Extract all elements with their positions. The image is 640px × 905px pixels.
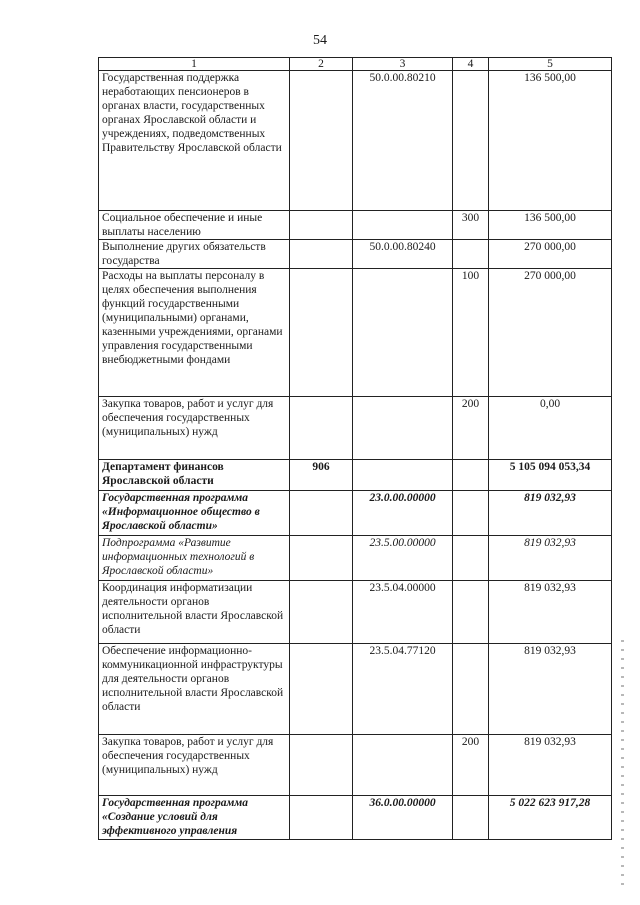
row-dept-cell: 906 [290, 460, 353, 491]
table-row [99, 240, 612, 269]
row-type-cell [453, 240, 489, 269]
row-amount-cell: 136 500,00 [489, 71, 612, 211]
row-code-cell: 23.5.04.77120 [353, 644, 453, 735]
row-code-cell [353, 735, 453, 796]
row-amount-cell: 5 105 094 053,34 [489, 460, 612, 491]
row-code-cell: 36.0.00.00000 [353, 796, 453, 840]
row-type-cell: 300 [453, 211, 489, 240]
row-dept-cell [290, 211, 353, 240]
row-name-cell: Закупка товаров, работ и услуг для обеспечения государственных (муниципальных) нужд [99, 735, 290, 796]
row-amount-cell: 5 022 623 917,28 [489, 796, 612, 840]
row-name-cell: Подпрограмма «Развитие информационных технологий в Ярославской области» [99, 536, 290, 581]
table-row [99, 211, 612, 240]
row-name-cell: Выполнение других обязательств государства [99, 240, 290, 269]
row-dept-cell [290, 644, 353, 735]
table-row [99, 796, 612, 840]
row-type-cell: 100 [453, 269, 489, 397]
row-dept-cell [290, 796, 353, 840]
row-name-cell: Закупка товаров, работ и услуг для обеспечения государственных (муниципальных) нужд [99, 397, 290, 460]
row-amount-cell: 0,00 [489, 397, 612, 460]
row-type-cell [453, 71, 489, 211]
table-row [99, 460, 612, 491]
row-amount-cell: 819 032,93 [489, 644, 612, 735]
row-type-cell [453, 536, 489, 581]
row-code-cell: 50.0.00.80240 [353, 240, 453, 269]
row-amount-cell: 819 032,93 [489, 735, 612, 796]
row-name-cell: Государственная программа «Создание условий для эффективного управления [99, 796, 290, 840]
column-header: 1 [99, 58, 290, 71]
table-row [99, 269, 612, 397]
row-type-cell [453, 581, 489, 644]
scan-artifact [621, 640, 624, 890]
row-code-cell [353, 397, 453, 460]
table-row [99, 581, 612, 644]
row-type-cell: 200 [453, 397, 489, 460]
column-header: 4 [453, 58, 489, 71]
row-dept-cell [290, 735, 353, 796]
row-type-cell [453, 460, 489, 491]
row-amount-cell: 270 000,00 [489, 240, 612, 269]
column-header: 5 [489, 58, 612, 71]
row-name-cell: Государственная поддержка неработающих пенсионеров в органах власти, государственных органах Ярославской области и учреждениях, подведомственных Правительству Ярославской области [99, 71, 290, 211]
row-name-cell: Координация информатизации деятельности органов исполнительной власти Ярославской области [99, 581, 290, 644]
row-code-cell [353, 460, 453, 491]
row-dept-cell [290, 269, 353, 397]
row-amount-cell: 819 032,93 [489, 491, 612, 536]
table-row [99, 71, 612, 211]
row-dept-cell [290, 491, 353, 536]
budget-table [98, 57, 612, 840]
table-row [99, 397, 612, 460]
table-row [99, 491, 612, 536]
row-amount-cell: 270 000,00 [489, 269, 612, 397]
row-type-cell [453, 491, 489, 536]
row-amount-cell: 819 032,93 [489, 581, 612, 644]
row-code-cell [353, 211, 453, 240]
row-code-cell: 50.0.00.80210 [353, 71, 453, 211]
row-dept-cell [290, 581, 353, 644]
column-header: 3 [353, 58, 453, 71]
row-name-cell: Государственная программа «Информационное общество в Ярославской области» [99, 491, 290, 536]
table-row [99, 735, 612, 796]
row-type-cell: 200 [453, 735, 489, 796]
row-name-cell: Обеспечение информационно-коммуникационной инфраструктуры для деятельности органов исполнительной власти Ярославской области [99, 644, 290, 735]
column-header: 2 [290, 58, 353, 71]
table-header-row [99, 58, 612, 71]
row-name-cell: Социальное обеспечение и иные выплаты населению [99, 211, 290, 240]
row-dept-cell [290, 536, 353, 581]
table-row [99, 644, 612, 735]
row-code-cell: 23.5.04.00000 [353, 581, 453, 644]
row-type-cell [453, 644, 489, 735]
row-dept-cell [290, 397, 353, 460]
row-code-cell: 23.5.00.00000 [353, 536, 453, 581]
row-dept-cell [290, 240, 353, 269]
table-row [99, 536, 612, 581]
row-dept-cell [290, 71, 353, 211]
row-amount-cell: 819 032,93 [489, 536, 612, 581]
row-code-cell [353, 269, 453, 397]
row-code-cell: 23.0.00.00000 [353, 491, 453, 536]
row-amount-cell: 136 500,00 [489, 211, 612, 240]
row-name-cell: Расходы на выплаты персоналу в целях обеспечения выполнения функций государственными (муниципальными) органами, казенными учреждениями, органами управления государственными внебюджетными фондами [99, 269, 290, 397]
row-type-cell [453, 796, 489, 840]
row-name-cell: Департамент финансов Ярославской области [99, 460, 290, 491]
page-number: 54 [313, 33, 327, 48]
